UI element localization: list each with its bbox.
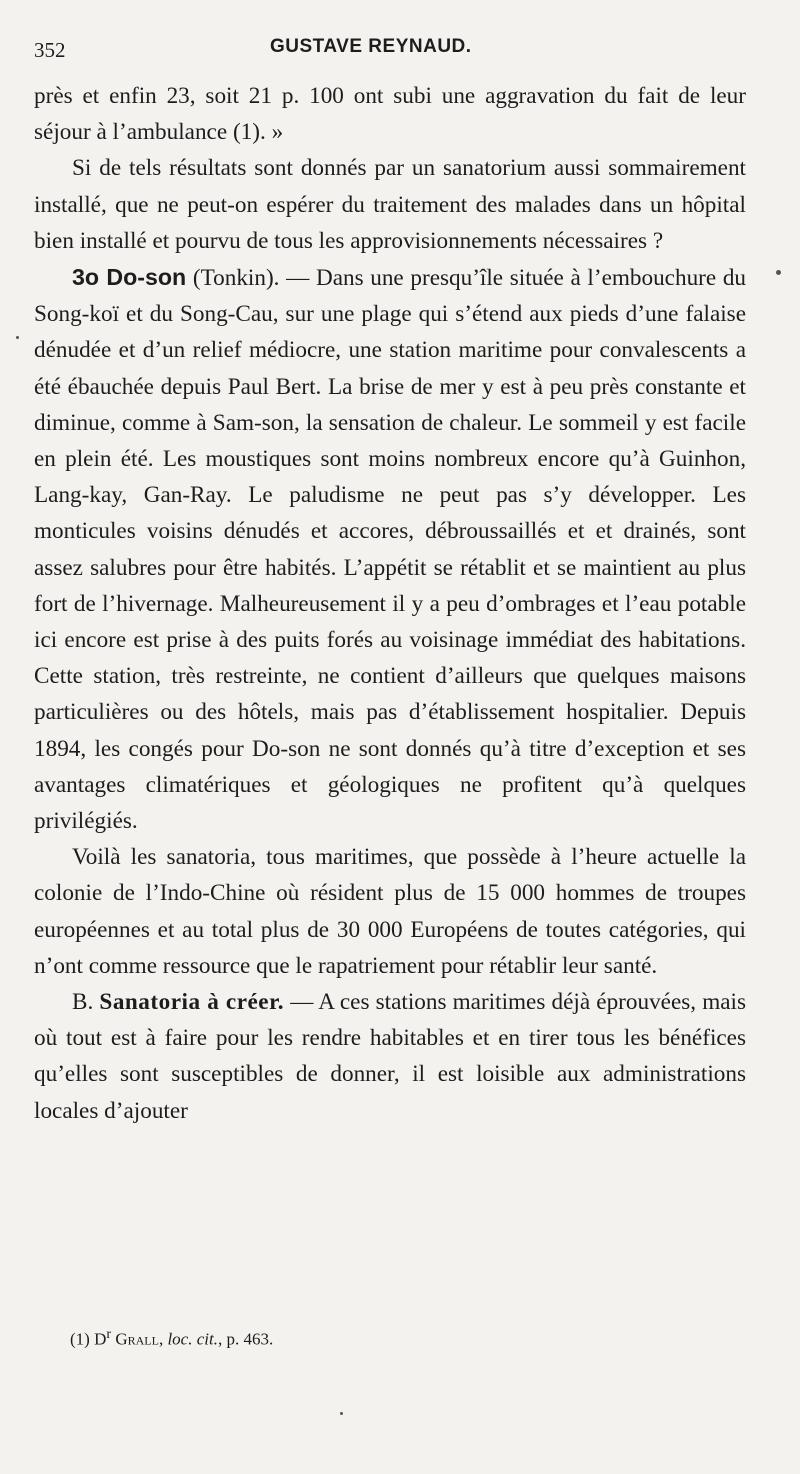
running-title: GUSTAVE REYNAUD. bbox=[270, 36, 472, 57]
paper-speck bbox=[16, 336, 19, 339]
paragraph-do-son bbox=[34, 259, 746, 839]
paragraph-sanatorium-results: Si de tels résultats sont donnés par un sanatorium aussi sommairement installé, que ne peut-on espérer du traitement des malades dans un hôpital bien installé et pourvu de tous les approvisionnements nécessaires ? bbox=[34, 155, 746, 254]
footnote-marker-sup: r bbox=[106, 1326, 112, 1342]
paragraph-continuation: près et enfin 23, soit 21 p. 100 ont subi une aggravation du fait de leur séjour à l’ambulance (1). » bbox=[34, 83, 746, 146]
page-number: 352 bbox=[34, 38, 66, 62]
paragraph-do-son-text: (Tonkin). — Dans une presqu’île située à l’embouchure du Song-koï et du Song-Cau, sur une plage qui s’étend aux pieds d’une falaise dénudée et d’un relief médiocre, une station maritime pour convalescents a été ébauchée depuis Paul Bert. La brise de mer y est à peu près constante et diminue, comme à Sam-son, la sensation de chaleur. Le sommeil y est facile en plein été. Les moustiques sont moins nombreux encore qu’à Guinhon, Lang-kay, Gan-Ray. Le paludisme ne peut pas s’y développer. Les monticules voisins dénudés et accores, débroussaillés et et drainés, sont assez salubres pour être habités. L’appétit se rétablit et se maintient au plus fort de l’hivernage. Malheureusement il y a peu d’ombrages et l’eau potable ici encore est prise à des puits forés au voisinage immédiat des habitations. Cette station, très restreinte, ne contient d’ailleurs que quelques maisons particulières ou des hôtels, mais pas d’établissement hospitalier. Depuis 1894, les congés pour Do-son ne sont donnés qu’à titre d’exception et ses avantages climatériques et géologiques ne profitent qu’à quelques privilégiés. bbox=[34, 265, 747, 835]
footnote-reference: loc. cit. bbox=[167, 1329, 218, 1349]
footnote bbox=[70, 1323, 273, 1351]
footnote-page: , p. 463. bbox=[217, 1329, 274, 1349]
section-heading-do-son: 3o Do-son bbox=[72, 264, 187, 291]
body-text bbox=[34, 78, 746, 1129]
section-heading-sanatoria: Sanatoria à créer. bbox=[99, 989, 285, 1016]
paragraph-sanatoria-summary: Voilà les sanatoria, tous maritimes, que possède à l’heure actuelle la colonie de l’Indo-Chine où résident plus de 15 000 hommes de troupes européennes et au total plus de 30 000 Européens de toutes catégories, qui n’ont comme ressource que le rapatriement pour rétablir leur santé. bbox=[34, 844, 746, 979]
footnote-separator: , bbox=[158, 1329, 168, 1349]
paper-speck bbox=[776, 270, 781, 275]
page-header bbox=[34, 34, 764, 64]
paragraph-sanatoria-to-create bbox=[34, 984, 746, 1129]
footnote-marker: (1) D bbox=[70, 1329, 107, 1349]
paragraph-sanatoria-text: — A ces stations maritimes déjà éprouvées, mais où tout est à faire pour les rendre habitables et en tirer tous les bénéfices qu’elles sont susceptibles de donner, il est loisible aux administrations locales d’ajouter bbox=[34, 989, 747, 1124]
section-letter: B. bbox=[72, 989, 100, 1016]
paper-speck bbox=[340, 1412, 343, 1415]
footnote-author: Grall bbox=[115, 1329, 159, 1349]
